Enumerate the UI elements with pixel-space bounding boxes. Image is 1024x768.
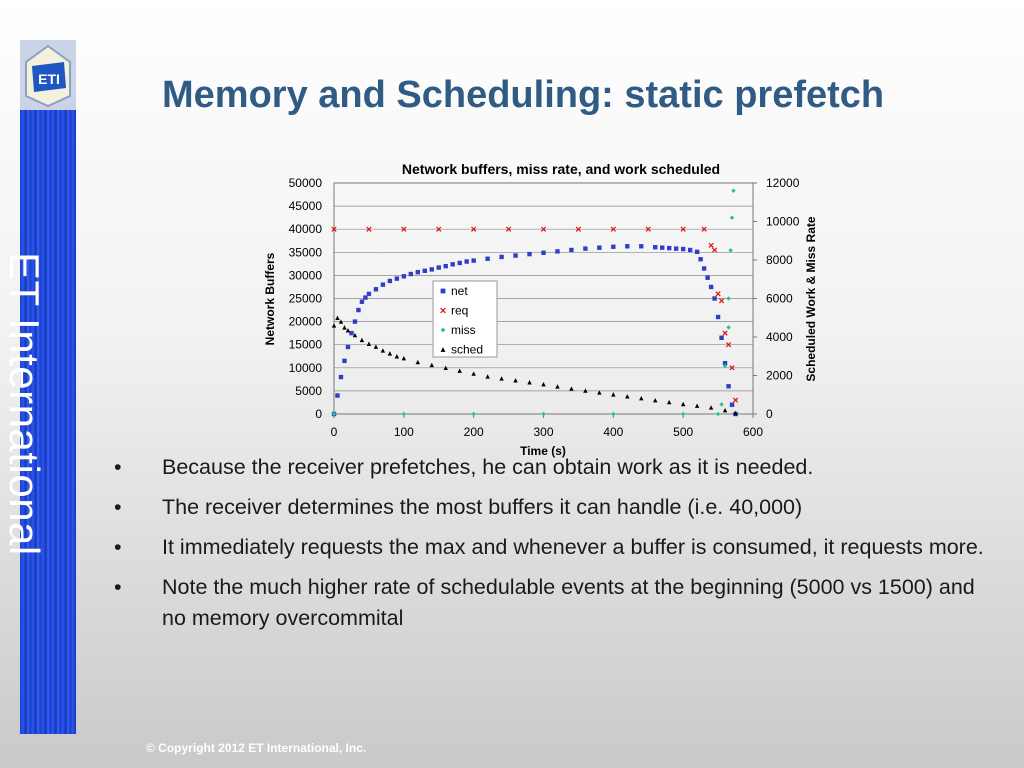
net-point [569, 248, 573, 252]
y2-tick-label: 0 [766, 407, 773, 421]
net-point [726, 384, 730, 388]
legend-marker-net [441, 289, 446, 294]
net-point [430, 267, 434, 271]
y-tick-label: 10000 [288, 360, 322, 375]
sched-point [388, 351, 392, 355]
series-miss [332, 189, 736, 417]
net-point [499, 255, 503, 259]
net-point [356, 308, 360, 312]
miss-point [726, 325, 730, 329]
net-point [360, 300, 364, 304]
sched-point [583, 388, 587, 392]
net-point [444, 264, 448, 268]
bullet-item: • Note the much higher rate of schedulable events at the beginning (5000 vs 1500) and no memory overcommital [114, 575, 975, 630]
y2-axis-label: Scheduled Work & Miss Rate [804, 216, 818, 382]
sidebar-brand-text: ET International [1, 252, 48, 556]
sched-point [723, 408, 727, 412]
sched-point [611, 392, 615, 396]
bullet-text: It immediately requests the max and whenever a buffer is consumed, it requests more. [162, 535, 984, 559]
chart [250, 155, 830, 460]
x-tick-label: 0 [330, 425, 338, 439]
sched-point [346, 328, 350, 332]
y2-tick-label: 12000 [766, 176, 800, 190]
sched-point [395, 354, 399, 358]
net-point [485, 257, 489, 261]
net-point [402, 274, 406, 278]
net-point [458, 261, 462, 265]
sched-point [709, 405, 713, 409]
net-point [698, 257, 702, 261]
bullet-item: • The receiver determines the most buffers it can handle (i.e. 40,000) [114, 495, 803, 519]
req-point [712, 248, 716, 252]
sched-point [527, 380, 531, 384]
y-tick-label: 5000 [295, 383, 322, 398]
sched-point [541, 382, 545, 386]
series-req [332, 227, 738, 402]
miss-point [726, 296, 730, 300]
net-point [471, 258, 475, 262]
net-point [451, 262, 455, 266]
req-point [709, 243, 713, 247]
series-sched [332, 316, 738, 416]
x-tick-label: 600 [742, 425, 764, 439]
y2-tick-label: 8000 [766, 253, 793, 267]
copyright-text: © Copyright 2012 ET International, Inc. [146, 741, 367, 755]
net-point [653, 245, 657, 249]
sched-point [335, 316, 339, 320]
chart-title: Network buffers, miss rate, and work scheduled [401, 161, 721, 177]
sched-point [458, 368, 462, 372]
slide-title: Memory and Scheduling: static prefetch [162, 74, 885, 116]
sched-point [360, 338, 364, 342]
net-point [688, 248, 692, 252]
series-net [332, 244, 738, 416]
net-point [349, 331, 353, 335]
miss-point [402, 412, 406, 416]
x-tick-label: 200 [463, 425, 484, 439]
eti-logo [20, 40, 76, 110]
net-point [667, 246, 671, 250]
net-point [353, 319, 357, 323]
net-point [719, 336, 723, 340]
req-point [733, 398, 737, 402]
sched-point [430, 363, 434, 367]
x-tick-label: 500 [673, 425, 694, 439]
y2-tick-label: 2000 [766, 368, 793, 383]
legend-label-net: net [451, 284, 468, 298]
sched-point [569, 386, 573, 390]
net-point [674, 246, 678, 250]
sched-point [374, 344, 378, 348]
miss-point [471, 412, 475, 416]
net-point [541, 251, 545, 255]
legend-label-miss: miss [451, 323, 476, 337]
sched-point [342, 325, 346, 329]
miss-point [541, 412, 545, 416]
net-point [416, 270, 420, 274]
net-point [342, 359, 346, 363]
sched-point [485, 374, 489, 378]
net-point [730, 403, 734, 407]
net-point [695, 250, 699, 254]
logo-text: ETI [38, 71, 60, 87]
y-tick-label: 30000 [288, 268, 322, 283]
x-tick-label: 100 [393, 425, 414, 439]
sched-point [402, 356, 406, 360]
sched-point [681, 402, 685, 406]
sched-point [381, 348, 385, 352]
bullet-list [112, 452, 992, 643]
y-tick-label: 25000 [288, 291, 322, 306]
net-point [597, 245, 601, 249]
x-axis-label: Time (s) [520, 444, 566, 458]
net-point [381, 282, 385, 286]
chart-legend [433, 281, 497, 357]
net-point [555, 249, 559, 253]
net-point [374, 287, 378, 291]
net-point [583, 246, 587, 250]
miss-point [716, 412, 720, 416]
miss-point [731, 189, 735, 193]
chart-grid [334, 183, 753, 414]
sched-point [367, 342, 371, 346]
y2-tick-label: 10000 [766, 214, 800, 229]
y-axis-label: Network Buffers [263, 252, 277, 346]
miss-point [728, 248, 732, 252]
y-tick-label: 15000 [288, 337, 322, 352]
net-point [388, 279, 392, 283]
net-point [513, 253, 517, 257]
bullet-item: • It immediately requests the max and whenever a buffer is consumed, it requests more. [114, 535, 984, 559]
net-point [339, 375, 343, 379]
y-tick-label: 45000 [288, 199, 322, 214]
bullet-text: The receiver determines the most buffers it can handle (i.e. 40,000) [162, 495, 803, 519]
y2-tick-label: 6000 [766, 291, 793, 306]
miss-point [681, 412, 685, 416]
net-point [527, 252, 531, 256]
x-tick-label: 400 [603, 425, 624, 439]
net-point [464, 259, 468, 263]
sched-point [471, 371, 475, 375]
net-point [367, 292, 371, 296]
net-point [625, 244, 629, 248]
sched-point [332, 323, 336, 327]
y-tick-label: 20000 [288, 314, 322, 329]
sched-point [513, 378, 517, 382]
net-point [437, 265, 441, 269]
miss-point [611, 412, 615, 416]
sched-point [653, 398, 657, 402]
net-point [681, 247, 685, 251]
sched-point [555, 384, 559, 388]
legend-label-req: req [451, 303, 469, 318]
bullet-text: Note the much higher rate of schedulable events at the beginning (5000 vs 1500) and no memory overcommital [162, 575, 975, 630]
req-point [716, 292, 720, 296]
net-point [611, 245, 615, 249]
bullet-text: Because the receiver prefetches, he can obtain work as it is needed. [162, 455, 814, 479]
sched-point [416, 360, 420, 364]
sched-point [695, 404, 699, 408]
net-point [702, 266, 706, 270]
bullet-item: • Because the receiver prefetches, he can obtain work as it is needed. [114, 455, 814, 479]
net-point [705, 276, 709, 280]
y-tick-label: 0 [315, 407, 322, 421]
net-point [409, 272, 413, 276]
y-tick-label: 35000 [288, 245, 322, 260]
miss-point [719, 402, 723, 406]
req-point [723, 331, 727, 335]
sched-point [625, 394, 629, 398]
sched-point [499, 376, 503, 380]
net-point [716, 315, 720, 319]
net-point [395, 276, 399, 280]
net-point [712, 296, 716, 300]
net-point [639, 244, 643, 248]
net-point [660, 245, 664, 249]
sched-point [639, 396, 643, 400]
net-point [335, 393, 339, 397]
x-tick-label: 300 [533, 425, 554, 439]
y-tick-label: 50000 [288, 176, 322, 190]
req-point [719, 299, 723, 303]
miss-point [730, 215, 734, 219]
net-point [423, 269, 427, 273]
net-point [709, 285, 713, 289]
y2-tick-label: 4000 [766, 330, 793, 344]
sched-point [667, 400, 671, 404]
y-tick-label: 40000 [288, 222, 322, 237]
legend-label-sched: sched [451, 342, 484, 357]
net-point [346, 345, 350, 349]
